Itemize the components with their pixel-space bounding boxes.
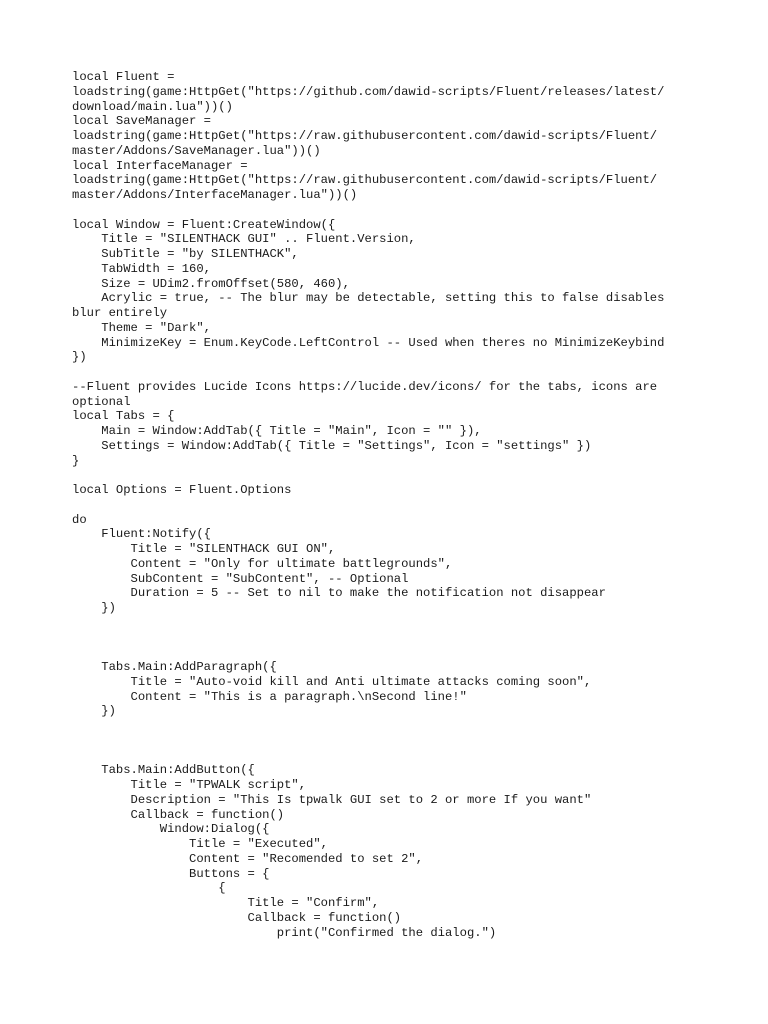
code-line	[72, 616, 712, 631]
code-line: Title = "SILENTHACK GUI ON",	[72, 542, 336, 556]
code-line: Duration = 5 -- Set to nil to make the notification not disappear	[72, 586, 606, 601]
code-line: Title = "Auto-void kill and Anti ultimate attacks coming soon",	[72, 674, 592, 689]
code-line: Title = "TPWALK script",	[72, 778, 307, 792]
code-line: Window:Dialog({	[72, 822, 270, 837]
code-line: })	[72, 704, 116, 719]
code-line: Title = "SILENTHACK GUI" .. Fluent.Version,	[72, 232, 416, 247]
code-line: Description = "This Is tpwalk GUI set to 2 or more If you want"	[72, 792, 592, 807]
code-line: blur entirely	[72, 306, 168, 320]
code-line: Settings = Window:AddTab({ Title = "Settings", Icon = "settings" })	[72, 438, 592, 453]
code-line	[72, 631, 712, 646]
code-line: })	[72, 601, 116, 615]
code-line: Acrylic = true, -- The blur may be detectable, setting this to false disables	[72, 291, 665, 306]
code-block	[72, 70, 712, 940]
code-line: local Fluent =	[72, 70, 175, 84]
code-line	[72, 468, 712, 483]
code-line: download/main.lua"))()	[72, 99, 233, 114]
code-line	[72, 734, 712, 749]
code-line: master/Addons/SaveManager.lua"))()	[72, 143, 321, 158]
code-line: Content = "Only for ultimate battlegrounds",	[72, 556, 453, 571]
code-line	[72, 365, 712, 380]
code-line: Fluent:Notify({	[72, 527, 211, 542]
code-line: Content = "This is a paragraph.\nSecond line!"	[72, 689, 467, 704]
code-line: Content = "Recomended to set 2",	[72, 851, 424, 866]
code-line: Size = UDim2.fromOffset(580, 460),	[72, 276, 350, 291]
code-line: })	[72, 350, 87, 365]
code-line: Buttons = {	[72, 866, 270, 881]
code-line: SubContent = "SubContent", -- Optional	[72, 571, 409, 586]
code-line: MinimizeKey = Enum.KeyCode.LeftControl -- Used when theres no MinimizeKeybind	[72, 335, 665, 350]
code-line: Tabs.Main:AddButton({	[72, 763, 255, 778]
code-line: local InterfaceManager =	[72, 158, 248, 173]
code-line: Title = "Executed",	[72, 837, 328, 851]
code-line: local Options = Fluent.Options	[72, 483, 292, 497]
code-line: }	[72, 453, 80, 468]
code-line: Tabs.Main:AddParagraph({	[72, 660, 277, 674]
code-line: master/Addons/InterfaceManager.lua"))()	[72, 188, 358, 202]
code-line: loadstring(game:HttpGet("https://raw.githubusercontent.com/dawid-scripts/Fluent/	[72, 129, 658, 143]
code-line: Callback = function()	[72, 910, 402, 925]
code-line: loadstring(game:HttpGet("https://raw.githubusercontent.com/dawid-scripts/Fluent/	[72, 173, 658, 188]
code-line: --Fluent provides Lucide Icons https://lucide.dev/icons/ for the tabs, icons are	[72, 379, 658, 394]
code-line: print("Confirmed the dialog.")	[72, 925, 497, 940]
code-line: TabWidth = 160,	[72, 261, 211, 276]
code-line: Main = Window:AddTab({ Title = "Main", Icon = "" }),	[72, 424, 482, 438]
code-line	[72, 498, 712, 513]
code-line: local Window = Fluent:CreateWindow({	[72, 217, 336, 232]
code-line	[72, 203, 712, 218]
code-line	[72, 719, 712, 734]
code-line	[72, 645, 712, 660]
code-line: local Tabs = {	[72, 409, 175, 424]
code-line: SubTitle = "by SILENTHACK",	[72, 247, 299, 261]
code-line: Theme = "Dark",	[72, 320, 211, 335]
code-line	[72, 749, 712, 764]
code-line: Title = "Confirm",	[72, 896, 380, 910]
code-line: local SaveManager =	[72, 114, 211, 129]
code-line: Callback = function()	[72, 807, 285, 822]
code-line: optional	[72, 394, 131, 409]
code-line: {	[72, 881, 226, 896]
code-line: do	[72, 512, 87, 527]
code-line: loadstring(game:HttpGet("https://github.com/dawid-scripts/Fluent/releases/latest/	[72, 84, 665, 99]
